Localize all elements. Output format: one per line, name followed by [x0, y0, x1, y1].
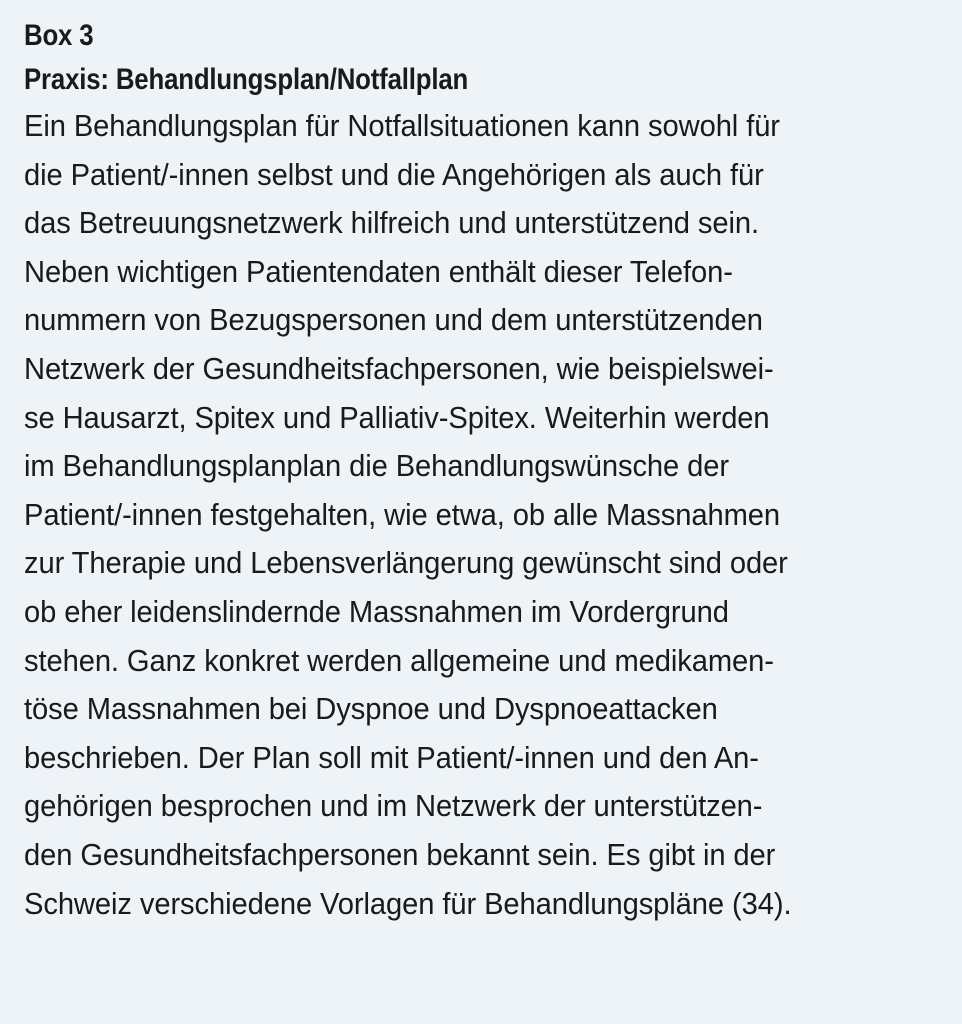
- body-line: nummern von Bezugspersonen und dem unterstützenden: [24, 302, 763, 338]
- body-line: zur Therapie und Lebensverlängerung gewünscht sind oder: [24, 545, 788, 581]
- body-line: Netzwerk der Gesundheitsfachpersonen, wie beispielswei-: [24, 350, 774, 386]
- body-line: beschrieben. Der Plan soll mit Patient/-innen und den An-: [24, 739, 759, 775]
- body-line: Schweiz verschiedene Vorlagen für Behandlungspläne (34).: [24, 885, 792, 921]
- body-line: stehen. Ganz konkret werden allgemeine und medikamen-: [24, 642, 774, 678]
- body-line: den Gesundheitsfachpersonen bekannt sein. Es gibt in der: [24, 836, 776, 872]
- body-line: Patient/-innen festgehalten, wie etwa, ob alle Massnahmen: [24, 496, 780, 532]
- body-line: das Betreuungsnetzwerk hilfreich und unterstützend sein.: [24, 205, 760, 241]
- body-line: Neben wichtigen Patientendaten enthält dieser Telefon-: [24, 253, 733, 289]
- body-line: ob eher leidenslindernde Massnahmen im Vordergrund: [24, 593, 729, 629]
- box-body: [24, 102, 942, 928]
- body-line: se Hausarzt, Spitex und Palliativ-Spitex. Weiterhin werden: [24, 399, 770, 435]
- body-line: die Patient/-innen selbst und die Angehörigen als auch für: [24, 156, 764, 192]
- body-line: Ein Behandlungsplan für Notfallsituationen kann sowohl für: [24, 108, 780, 143]
- body-line: im Behandlungsplanplan die Behandlungswünsche der: [24, 448, 729, 484]
- box-title: Praxis: Behandlungsplan/Notfallplan: [24, 63, 469, 96]
- body-line: töse Massnahmen bei Dyspnoe und Dyspnoeattacken: [24, 691, 718, 727]
- body-line: gehörigen besprochen und im Netzwerk der unterstützen-: [24, 788, 763, 824]
- box-label: Box 3: [24, 19, 94, 52]
